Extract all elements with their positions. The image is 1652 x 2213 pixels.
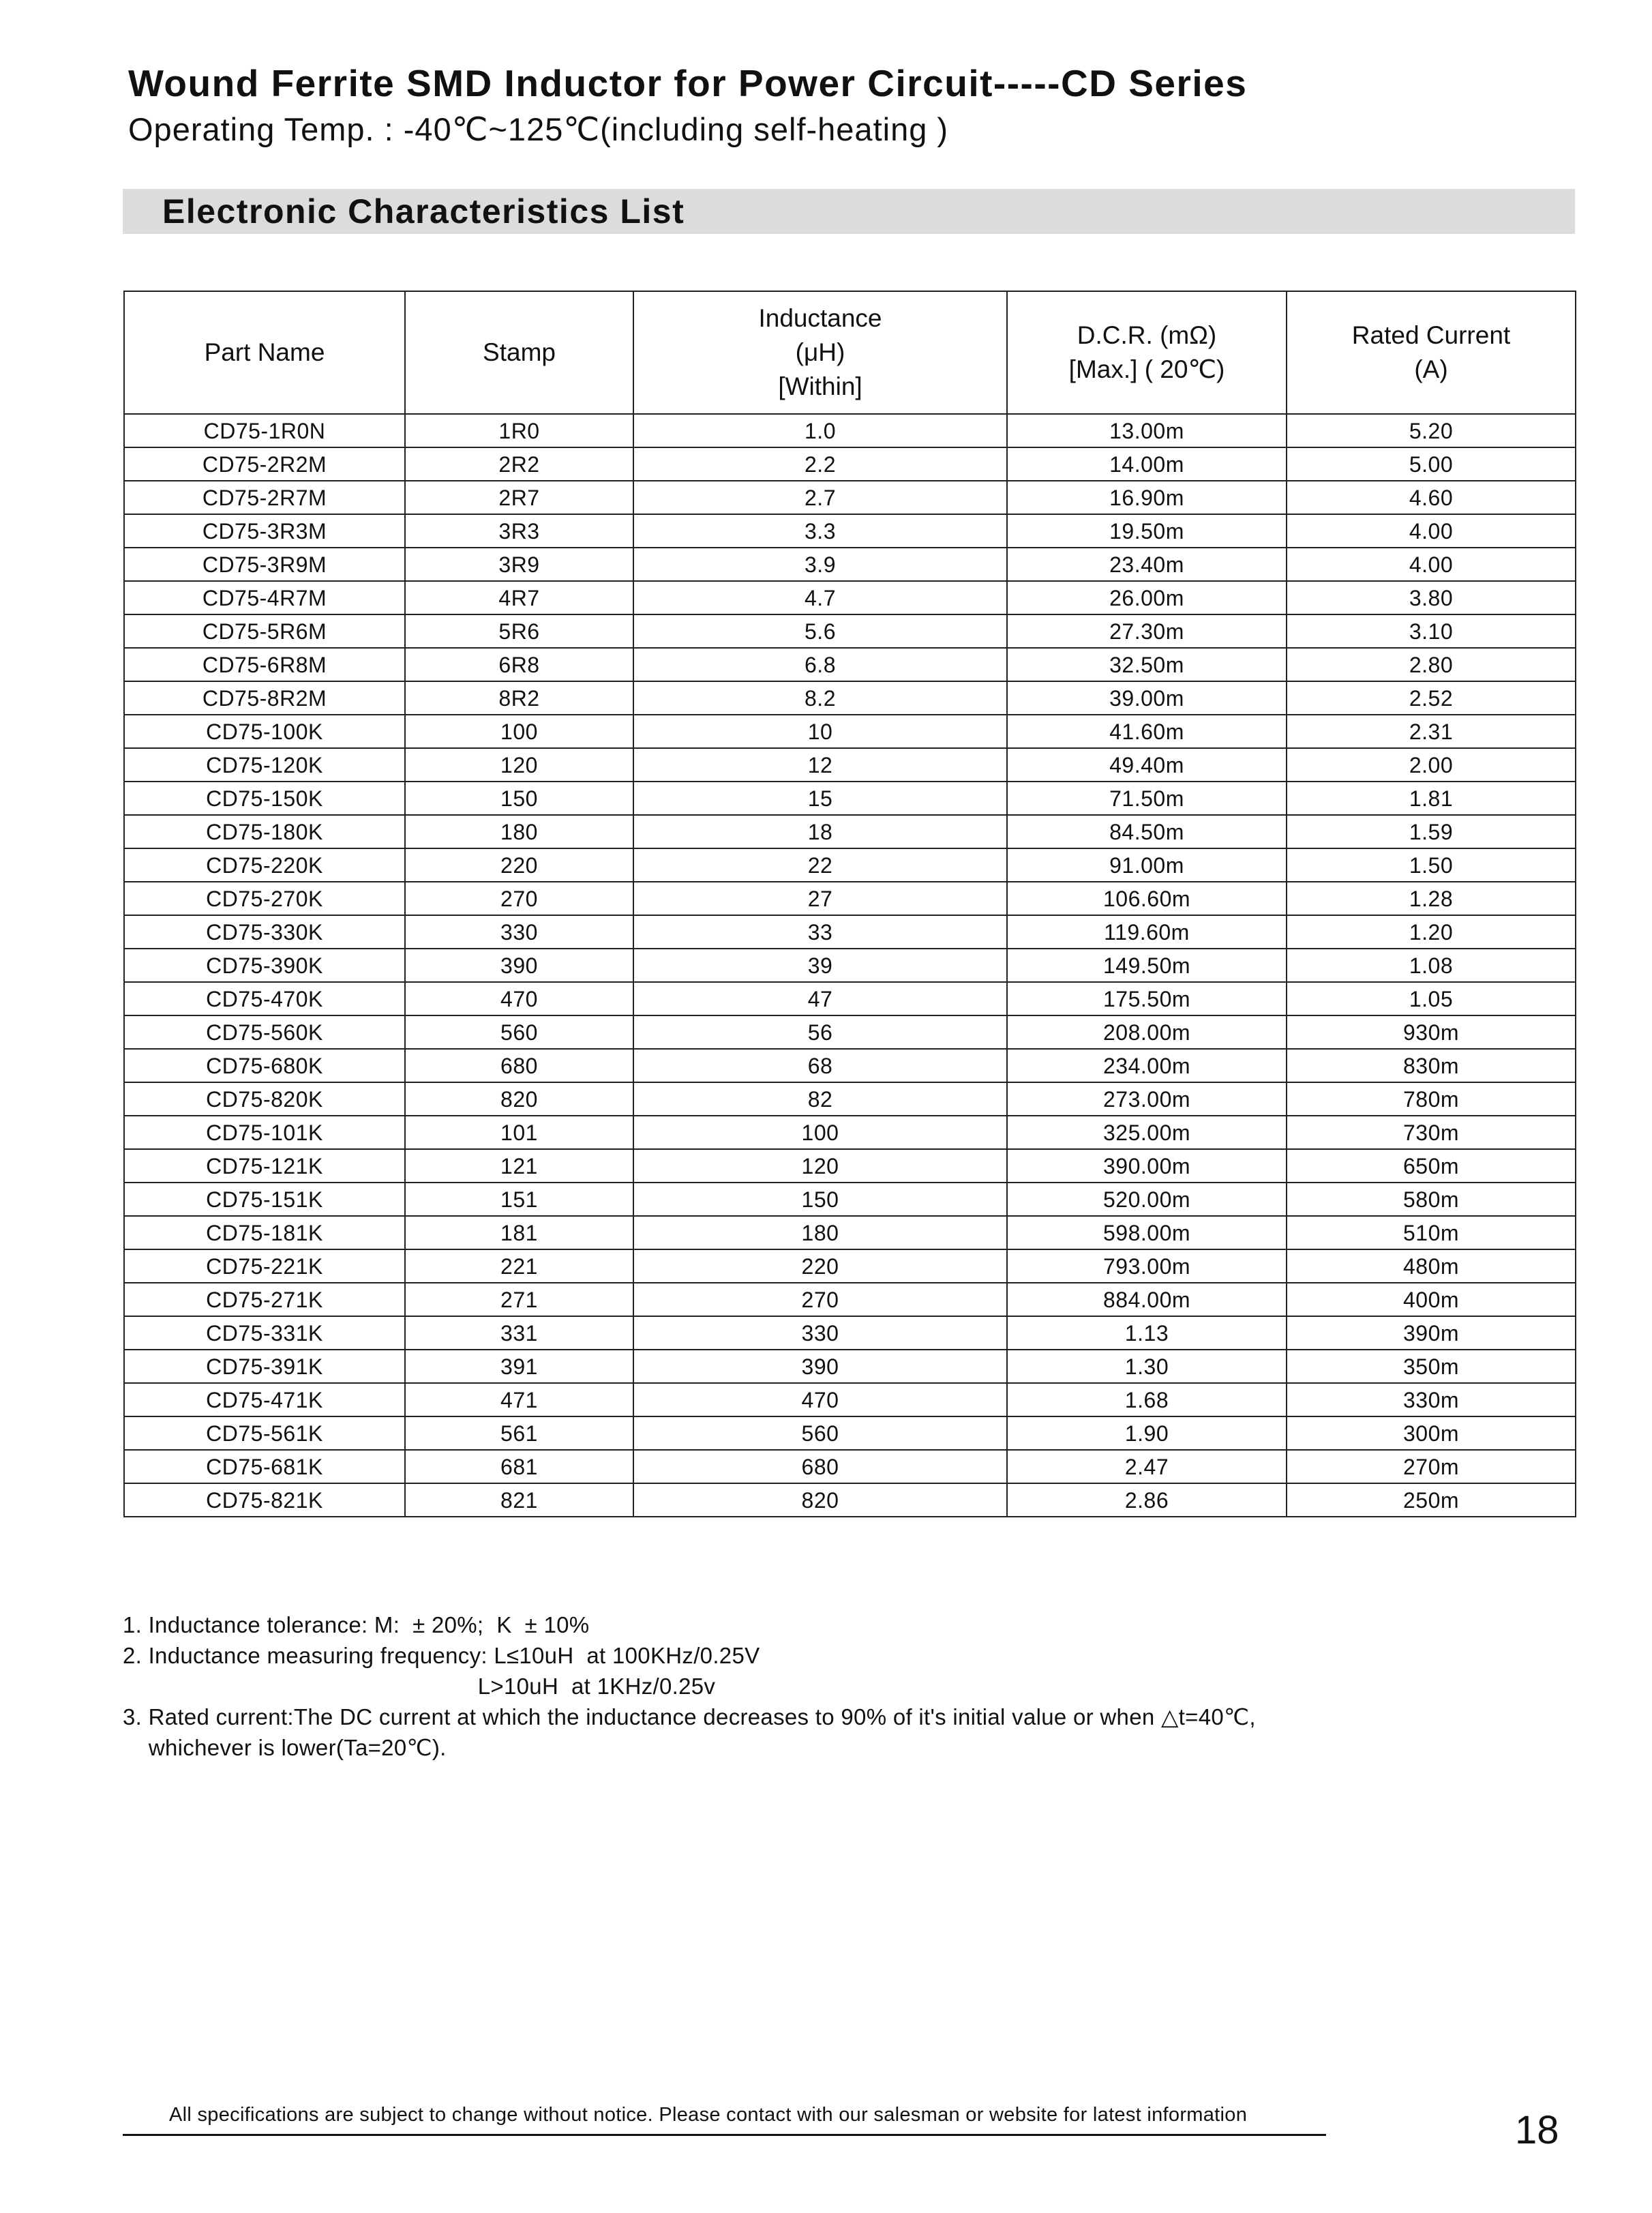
cell-stamp: 120 [405, 748, 633, 782]
cell-dcr: 520.00m [1007, 1183, 1287, 1216]
table-row [124, 1283, 1576, 1316]
cell-stamp: 330 [405, 915, 633, 949]
table-row [124, 681, 1576, 715]
cell-dcr: 884.00m [1007, 1283, 1287, 1316]
footer-disclaimer: All specifications are subject to change without notice. Please contact with our salesman or website for latest information [169, 2104, 1248, 2126]
cell-part-name: CD75-121K [124, 1149, 405, 1183]
table-row [124, 882, 1576, 915]
cell-stamp: 2R7 [405, 481, 633, 514]
cell-inductance: 330 [633, 1316, 1007, 1350]
cell-part-name: CD75-4R7M [124, 581, 405, 614]
table-row [124, 1350, 1576, 1383]
cell-rated-current: 1.59 [1287, 815, 1576, 848]
cell-rated-current: 730m [1287, 1116, 1576, 1149]
cell-inductance: 3.9 [633, 548, 1007, 581]
table-row [124, 1483, 1576, 1517]
table-header-row [124, 291, 1576, 414]
table-row [124, 414, 1576, 447]
cell-inductance: 680 [633, 1450, 1007, 1483]
cell-rated-current: 1.08 [1287, 949, 1576, 982]
cell-rated-current: 2.80 [1287, 648, 1576, 681]
column-header-dcr [1007, 291, 1287, 414]
cell-inductance: 180 [633, 1216, 1007, 1249]
cell-part-name: CD75-180K [124, 815, 405, 848]
cell-inductance: 22 [633, 848, 1007, 882]
cell-part-name: CD75-820K [124, 1082, 405, 1116]
cell-inductance: 15 [633, 782, 1007, 815]
table-row [124, 1183, 1576, 1216]
section-title: Electronic Characteristics List [162, 192, 685, 231]
cell-dcr: 1.13 [1007, 1316, 1287, 1350]
cell-stamp: 181 [405, 1216, 633, 1249]
cell-inductance: 56 [633, 1015, 1007, 1049]
cell-inductance: 18 [633, 815, 1007, 848]
table-row [124, 1383, 1576, 1416]
table-row [124, 815, 1576, 848]
cell-rated-current: 390m [1287, 1316, 1576, 1350]
column-header-line: [Max.] ( 20℃) [1068, 355, 1225, 383]
table-row [124, 1216, 1576, 1249]
cell-inductance: 560 [633, 1416, 1007, 1450]
table-row [124, 782, 1576, 815]
cell-stamp: 101 [405, 1116, 633, 1149]
cell-dcr: 26.00m [1007, 581, 1287, 614]
table-row [124, 982, 1576, 1015]
cell-stamp: 8R2 [405, 681, 633, 715]
cell-inductance: 12 [633, 748, 1007, 782]
cell-inductance: 4.7 [633, 581, 1007, 614]
cell-dcr: 84.50m [1007, 815, 1287, 848]
cell-dcr: 41.60m [1007, 715, 1287, 748]
cell-stamp: 100 [405, 715, 633, 748]
cell-rated-current: 1.05 [1287, 982, 1576, 1015]
cell-stamp: 4R7 [405, 581, 633, 614]
table-row [124, 848, 1576, 882]
page-number: 18 [1515, 2108, 1559, 2152]
cell-stamp: 1R0 [405, 414, 633, 447]
column-header-inductance [633, 291, 1007, 414]
table-row [124, 1015, 1576, 1049]
table-row [124, 648, 1576, 681]
cell-inductance: 390 [633, 1350, 1007, 1383]
cell-stamp: 151 [405, 1183, 633, 1216]
cell-inductance: 120 [633, 1149, 1007, 1183]
cell-part-name: CD75-391K [124, 1350, 405, 1383]
cell-stamp: 221 [405, 1249, 633, 1283]
cell-stamp: 391 [405, 1350, 633, 1383]
cell-inductance: 33 [633, 915, 1007, 949]
column-header-line: D.C.R. (mΩ) [1077, 321, 1217, 349]
cell-dcr: 23.40m [1007, 548, 1287, 581]
column-header-line: Inductance [758, 304, 882, 332]
cell-inductance: 150 [633, 1183, 1007, 1216]
cell-dcr: 32.50m [1007, 648, 1287, 681]
note-frequency-continued: L>10uH at 1KHz/0.25v [123, 1674, 716, 1699]
cell-inductance: 1.0 [633, 414, 1007, 447]
footer-divider [123, 2134, 1326, 2136]
column-header-line: Rated Current [1351, 321, 1511, 349]
cell-dcr: 49.40m [1007, 748, 1287, 782]
cell-inductance: 270 [633, 1283, 1007, 1316]
cell-rated-current: 4.60 [1287, 481, 1576, 514]
cell-stamp: 820 [405, 1082, 633, 1116]
cell-rated-current: 350m [1287, 1350, 1576, 1383]
cell-inductance: 68 [633, 1049, 1007, 1082]
column-header-line: (μH) [795, 338, 845, 366]
section-header-band [123, 189, 1575, 234]
table-row [124, 1082, 1576, 1116]
cell-dcr: 71.50m [1007, 782, 1287, 815]
cell-dcr: 39.00m [1007, 681, 1287, 715]
table-row [124, 1049, 1576, 1082]
cell-part-name: CD75-560K [124, 1015, 405, 1049]
cell-dcr: 119.60m [1007, 915, 1287, 949]
cell-inductance: 470 [633, 1383, 1007, 1416]
cell-dcr: 2.47 [1007, 1450, 1287, 1483]
cell-stamp: 471 [405, 1383, 633, 1416]
cell-rated-current: 5.20 [1287, 414, 1576, 447]
cell-stamp: 150 [405, 782, 633, 815]
cell-part-name: CD75-331K [124, 1316, 405, 1350]
cell-stamp: 561 [405, 1416, 633, 1450]
table-row [124, 1450, 1576, 1483]
cell-inductance: 2.7 [633, 481, 1007, 514]
cell-rated-current: 270m [1287, 1450, 1576, 1483]
cell-inductance: 6.8 [633, 648, 1007, 681]
cell-part-name: CD75-151K [124, 1183, 405, 1216]
cell-dcr: 793.00m [1007, 1249, 1287, 1283]
cell-stamp: 821 [405, 1483, 633, 1517]
cell-part-name: CD75-680K [124, 1049, 405, 1082]
cell-inductance: 47 [633, 982, 1007, 1015]
cell-stamp: 2R2 [405, 447, 633, 481]
table-body [124, 414, 1576, 1517]
cell-rated-current: 650m [1287, 1149, 1576, 1183]
table-row [124, 1149, 1576, 1183]
cell-part-name: CD75-150K [124, 782, 405, 815]
cell-inductance: 3.3 [633, 514, 1007, 548]
cell-part-name: CD75-471K [124, 1383, 405, 1416]
cell-rated-current: 400m [1287, 1283, 1576, 1316]
cell-part-name: CD75-3R9M [124, 548, 405, 581]
cell-rated-current: 1.28 [1287, 882, 1576, 915]
cell-stamp: 470 [405, 982, 633, 1015]
cell-stamp: 390 [405, 949, 633, 982]
cell-inductance: 5.6 [633, 614, 1007, 648]
cell-inductance: 82 [633, 1082, 1007, 1116]
cell-dcr: 106.60m [1007, 882, 1287, 915]
cell-rated-current: 1.20 [1287, 915, 1576, 949]
table-row [124, 715, 1576, 748]
cell-dcr: 149.50m [1007, 949, 1287, 982]
cell-dcr: 2.86 [1007, 1483, 1287, 1517]
cell-rated-current: 250m [1287, 1483, 1576, 1517]
cell-part-name: CD75-561K [124, 1416, 405, 1450]
cell-part-name: CD75-270K [124, 882, 405, 915]
document-title: Wound Ferrite SMD Inductor for Power Circuit-----CD Series [128, 62, 1248, 104]
cell-stamp: 6R8 [405, 648, 633, 681]
cell-rated-current: 4.00 [1287, 514, 1576, 548]
cell-stamp: 3R9 [405, 548, 633, 581]
cell-rated-current: 1.81 [1287, 782, 1576, 815]
cell-inductance: 220 [633, 1249, 1007, 1283]
cell-rated-current: 330m [1287, 1383, 1576, 1416]
table-row [124, 1316, 1576, 1350]
cell-part-name: CD75-100K [124, 715, 405, 748]
cell-rated-current: 480m [1287, 1249, 1576, 1283]
cell-part-name: CD75-8R2M [124, 681, 405, 715]
cell-dcr: 273.00m [1007, 1082, 1287, 1116]
cell-dcr: 325.00m [1007, 1116, 1287, 1149]
column-header-rated-current [1287, 291, 1576, 414]
cell-inductance: 100 [633, 1116, 1007, 1149]
table-row [124, 614, 1576, 648]
cell-inductance: 10 [633, 715, 1007, 748]
cell-dcr: 27.30m [1007, 614, 1287, 648]
cell-inductance: 2.2 [633, 447, 1007, 481]
cell-dcr: 14.00m [1007, 447, 1287, 481]
table-row [124, 1116, 1576, 1149]
column-header-stamp [405, 291, 633, 414]
note-tolerance: 1. Inductance tolerance: M: ± 20%; K ± 10% [123, 1612, 590, 1637]
characteristics-table [123, 291, 1576, 1517]
cell-stamp: 180 [405, 815, 633, 848]
cell-part-name: CD75-220K [124, 848, 405, 882]
cell-part-name: CD75-2R7M [124, 481, 405, 514]
cell-stamp: 681 [405, 1450, 633, 1483]
cell-part-name: CD75-101K [124, 1116, 405, 1149]
cell-dcr: 390.00m [1007, 1149, 1287, 1183]
cell-rated-current: 300m [1287, 1416, 1576, 1450]
cell-dcr: 19.50m [1007, 514, 1287, 548]
cell-dcr: 234.00m [1007, 1049, 1287, 1082]
cell-part-name: CD75-6R8M [124, 648, 405, 681]
cell-dcr: 13.00m [1007, 414, 1287, 447]
cell-stamp: 271 [405, 1283, 633, 1316]
cell-part-name: CD75-330K [124, 915, 405, 949]
cell-stamp: 270 [405, 882, 633, 915]
cell-part-name: CD75-681K [124, 1450, 405, 1483]
cell-stamp: 3R3 [405, 514, 633, 548]
note-rated-current-continued: whichever is lower(Ta=20℃). [123, 1735, 447, 1760]
table-row [124, 1416, 1576, 1450]
cell-stamp: 220 [405, 848, 633, 882]
column-header-line: [Within] [778, 372, 862, 400]
cell-dcr: 175.50m [1007, 982, 1287, 1015]
cell-dcr: 1.90 [1007, 1416, 1287, 1450]
notes-section [123, 1609, 1486, 1763]
operating-temperature-subtitle: Operating Temp. : -40℃~125℃(including self-heating ) [128, 111, 949, 147]
cell-part-name: CD75-1R0N [124, 414, 405, 447]
cell-dcr: 1.30 [1007, 1350, 1287, 1383]
cell-dcr: 1.68 [1007, 1383, 1287, 1416]
table-row [124, 748, 1576, 782]
column-header-line: Stamp [483, 338, 556, 366]
cell-stamp: 121 [405, 1149, 633, 1183]
cell-rated-current: 2.00 [1287, 748, 1576, 782]
table-row [124, 581, 1576, 614]
table-row [124, 949, 1576, 982]
cell-part-name: CD75-5R6M [124, 614, 405, 648]
cell-inductance: 27 [633, 882, 1007, 915]
cell-rated-current: 2.52 [1287, 681, 1576, 715]
cell-dcr: 91.00m [1007, 848, 1287, 882]
column-header-line: (A) [1414, 355, 1448, 383]
cell-rated-current: 930m [1287, 1015, 1576, 1049]
cell-dcr: 598.00m [1007, 1216, 1287, 1249]
cell-dcr: 208.00m [1007, 1015, 1287, 1049]
cell-rated-current: 4.00 [1287, 548, 1576, 581]
cell-inductance: 820 [633, 1483, 1007, 1517]
cell-stamp: 560 [405, 1015, 633, 1049]
cell-rated-current: 3.80 [1287, 581, 1576, 614]
cell-part-name: CD75-2R2M [124, 447, 405, 481]
note-frequency: 2. Inductance measuring frequency: L≤10uH at 100KHz/0.25V [123, 1643, 760, 1668]
cell-part-name: CD75-470K [124, 982, 405, 1015]
cell-rated-current: 510m [1287, 1216, 1576, 1249]
table-row [124, 1249, 1576, 1283]
table-row [124, 915, 1576, 949]
cell-rated-current: 830m [1287, 1049, 1576, 1082]
cell-stamp: 680 [405, 1049, 633, 1082]
note-rated-current: 3. Rated current:The DC current at which the inductance decreases to 90% of it's initial value or when △t=40℃, [123, 1704, 1256, 1729]
cell-part-name: CD75-3R3M [124, 514, 405, 548]
cell-rated-current: 5.00 [1287, 447, 1576, 481]
cell-part-name: CD75-181K [124, 1216, 405, 1249]
cell-part-name: CD75-221K [124, 1249, 405, 1283]
cell-part-name: CD75-120K [124, 748, 405, 782]
cell-part-name: CD75-821K [124, 1483, 405, 1517]
cell-stamp: 331 [405, 1316, 633, 1350]
cell-rated-current: 780m [1287, 1082, 1576, 1116]
cell-inductance: 39 [633, 949, 1007, 982]
table-row [124, 514, 1576, 548]
cell-dcr: 16.90m [1007, 481, 1287, 514]
cell-part-name: CD75-390K [124, 949, 405, 982]
table-row [124, 481, 1576, 514]
column-header-part-name [124, 291, 405, 414]
table-row [124, 548, 1576, 581]
column-header-line: Part Name [204, 338, 325, 366]
table-row [124, 447, 1576, 481]
cell-stamp: 5R6 [405, 614, 633, 648]
cell-rated-current: 2.31 [1287, 715, 1576, 748]
cell-rated-current: 1.50 [1287, 848, 1576, 882]
cell-rated-current: 3.10 [1287, 614, 1576, 648]
cell-part-name: CD75-271K [124, 1283, 405, 1316]
cell-rated-current: 580m [1287, 1183, 1576, 1216]
cell-inductance: 8.2 [633, 681, 1007, 715]
